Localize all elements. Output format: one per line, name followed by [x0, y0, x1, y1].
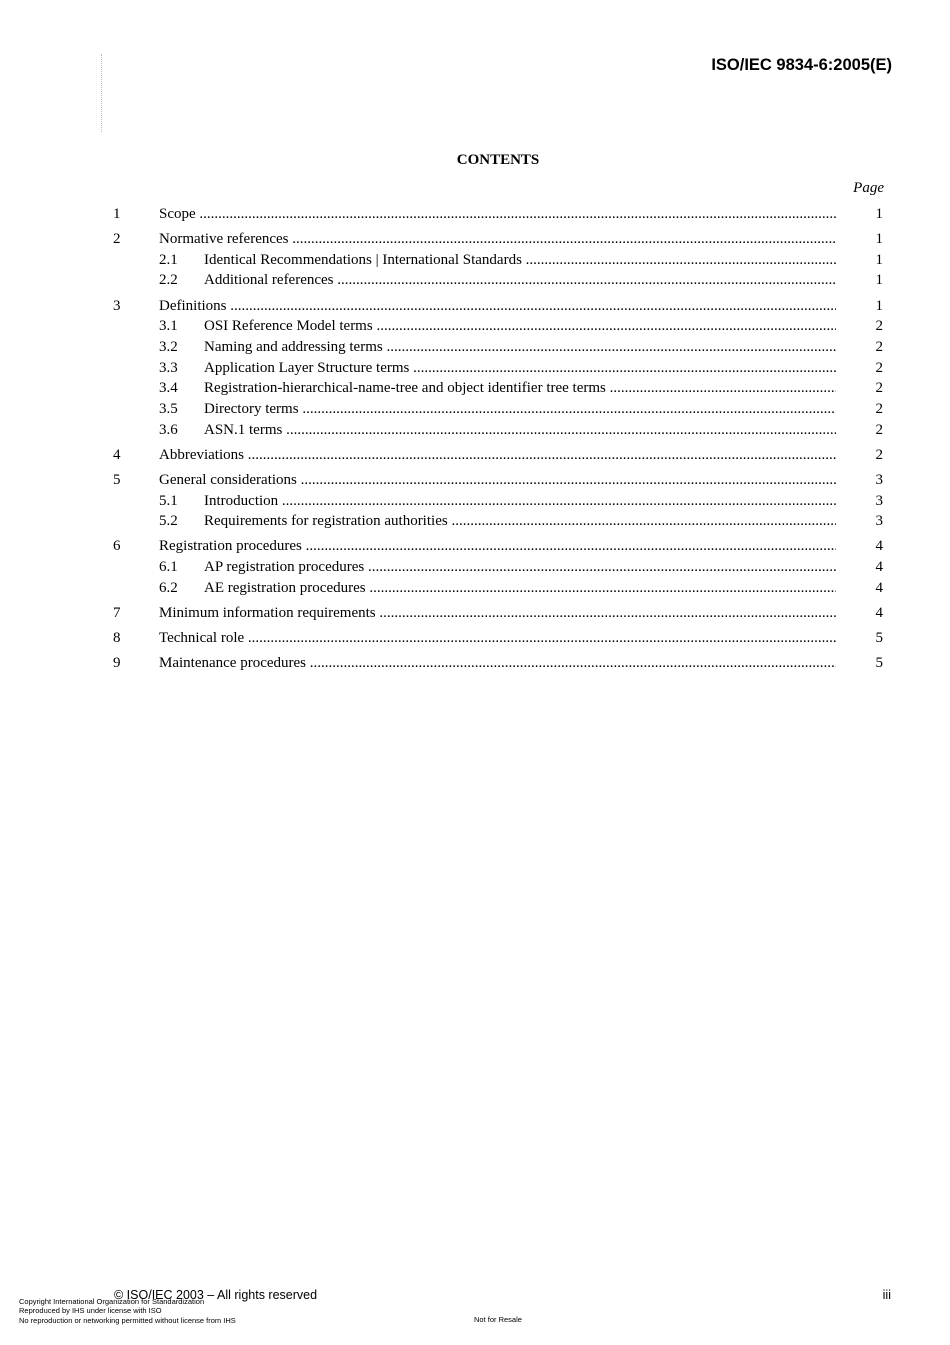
toc-number: 5.1 — [159, 492, 178, 509]
toc-title: General considerations — [159, 471, 297, 488]
table-of-contents — [0, 204, 950, 674]
toc-number: 2.2 — [159, 272, 178, 289]
toc-number: 2.1 — [159, 251, 178, 268]
toc-number: 7 — [113, 604, 121, 621]
toc-page: 2 — [875, 421, 883, 438]
toc-page: 2 — [875, 318, 883, 335]
margin-mark — [101, 54, 103, 132]
toc-entry[interactable] — [0, 296, 950, 317]
toc-entry[interactable] — [0, 578, 950, 599]
toc-entry[interactable] — [0, 316, 950, 337]
footer-page-number: iii — [882, 1288, 891, 1302]
contents-title: CONTENTS — [456, 152, 540, 168]
toc-title: Application Layer Structure terms — [204, 359, 410, 376]
toc-number: 6.2 — [159, 579, 178, 596]
toc-page: 2 — [875, 400, 883, 417]
toc-entry[interactable] — [0, 250, 950, 271]
toc-entry[interactable] — [0, 399, 950, 420]
toc-page: 2 — [875, 338, 883, 355]
toc-title: Abbreviations — [159, 446, 244, 463]
license-line: Reproduced by IHS under license with ISO — [19, 1306, 162, 1316]
toc-number: 5.2 — [159, 513, 178, 530]
toc-entry[interactable] — [0, 628, 950, 649]
toc-number: 3.5 — [159, 400, 178, 417]
toc-page: 4 — [875, 604, 883, 621]
toc-entry[interactable] — [0, 511, 950, 532]
toc-entry[interactable] — [0, 229, 950, 250]
toc-page: 1 — [875, 206, 883, 222]
toc-number: 8 — [113, 629, 121, 646]
toc-number: 4 — [113, 446, 121, 463]
toc-page: 4 — [875, 538, 883, 555]
toc-title: Introduction — [204, 492, 279, 509]
toc-page: 1 — [875, 231, 883, 248]
toc-number: 2 — [113, 231, 121, 248]
toc-page: 1 — [875, 272, 883, 289]
toc-page: 2 — [875, 380, 883, 397]
toc-entry[interactable] — [0, 557, 950, 578]
license-notice — [19, 1297, 236, 1325]
toc-title: Minimum information requirements — [159, 604, 376, 621]
toc-entry[interactable] — [0, 378, 950, 399]
toc-title: Technical role — [159, 629, 245, 646]
toc-page: 2 — [875, 359, 883, 376]
toc-entry[interactable] — [0, 420, 950, 441]
toc-page: 5 — [875, 654, 883, 671]
page-column-label: Page — [853, 180, 884, 196]
toc-page: 5 — [875, 629, 883, 646]
document-code: ISO/IEC 9834-6:2005(E) — [711, 56, 892, 74]
toc-entry[interactable] — [0, 491, 950, 512]
toc-entry[interactable] — [0, 470, 950, 491]
toc-entry[interactable] — [0, 358, 950, 379]
toc-entry[interactable] — [0, 445, 950, 466]
toc-title: Registration-hierarchical-name-tree and object identifier tree terms — [204, 380, 606, 397]
toc-title: Maintenance procedures — [159, 654, 307, 671]
toc-title: Additional references — [204, 272, 334, 289]
toc-title: Identical Recommendations | International Standards — [204, 251, 522, 268]
toc-entry[interactable] — [0, 536, 950, 557]
toc-title: AE registration procedures — [204, 579, 366, 596]
toc-number: 1 — [113, 206, 121, 222]
license-line: No reproduction or networking permitted without license from IHS — [19, 1315, 236, 1325]
toc-number: 3.1 — [159, 318, 178, 335]
toc-page: 4 — [875, 558, 883, 575]
toc-entry[interactable] — [0, 337, 950, 358]
toc-title: Registration procedures — [159, 538, 302, 555]
toc-page: 3 — [875, 492, 883, 509]
toc-page: 4 — [875, 579, 883, 596]
toc-title: AP registration procedures — [204, 558, 365, 575]
toc-entry[interactable] — [0, 653, 950, 674]
toc-number: 5 — [113, 471, 121, 488]
toc-entry[interactable] — [0, 603, 950, 624]
toc-page: 3 — [875, 471, 883, 488]
toc-title: Requirements for registration authorities — [204, 513, 448, 530]
toc-number: 3 — [113, 297, 121, 314]
toc-number: 3.6 — [159, 421, 178, 438]
toc-title: Directory terms — [204, 400, 299, 417]
license-line: Copyright International Organization for Standardization — [19, 1297, 205, 1306]
toc-entry[interactable] — [0, 270, 950, 291]
toc-number: 6.1 — [159, 558, 178, 575]
toc-page: 1 — [875, 297, 883, 314]
toc-page: 1 — [875, 251, 883, 268]
toc-number: 3.2 — [159, 338, 178, 355]
toc-page: 3 — [875, 513, 883, 530]
toc-title: Normative references — [159, 231, 289, 248]
toc-number: 9 — [113, 654, 121, 671]
toc-title: ASN.1 terms — [204, 421, 283, 438]
footer-copyright: © ISO/IEC 2003 – All rights reserved — [114, 1288, 318, 1302]
toc-title: Naming and addressing terms — [204, 338, 383, 355]
toc-title: Scope — [159, 206, 196, 222]
toc-page: 2 — [875, 446, 883, 463]
toc-entry[interactable] — [0, 204, 950, 225]
toc-title: OSI Reference Model terms — [204, 318, 373, 335]
resale-notice: Not for Resale — [474, 1315, 522, 1324]
toc-title: Definitions — [159, 297, 227, 314]
toc-number: 3.3 — [159, 359, 178, 376]
toc-number: 6 — [113, 538, 121, 555]
toc-number: 3.4 — [159, 380, 178, 397]
